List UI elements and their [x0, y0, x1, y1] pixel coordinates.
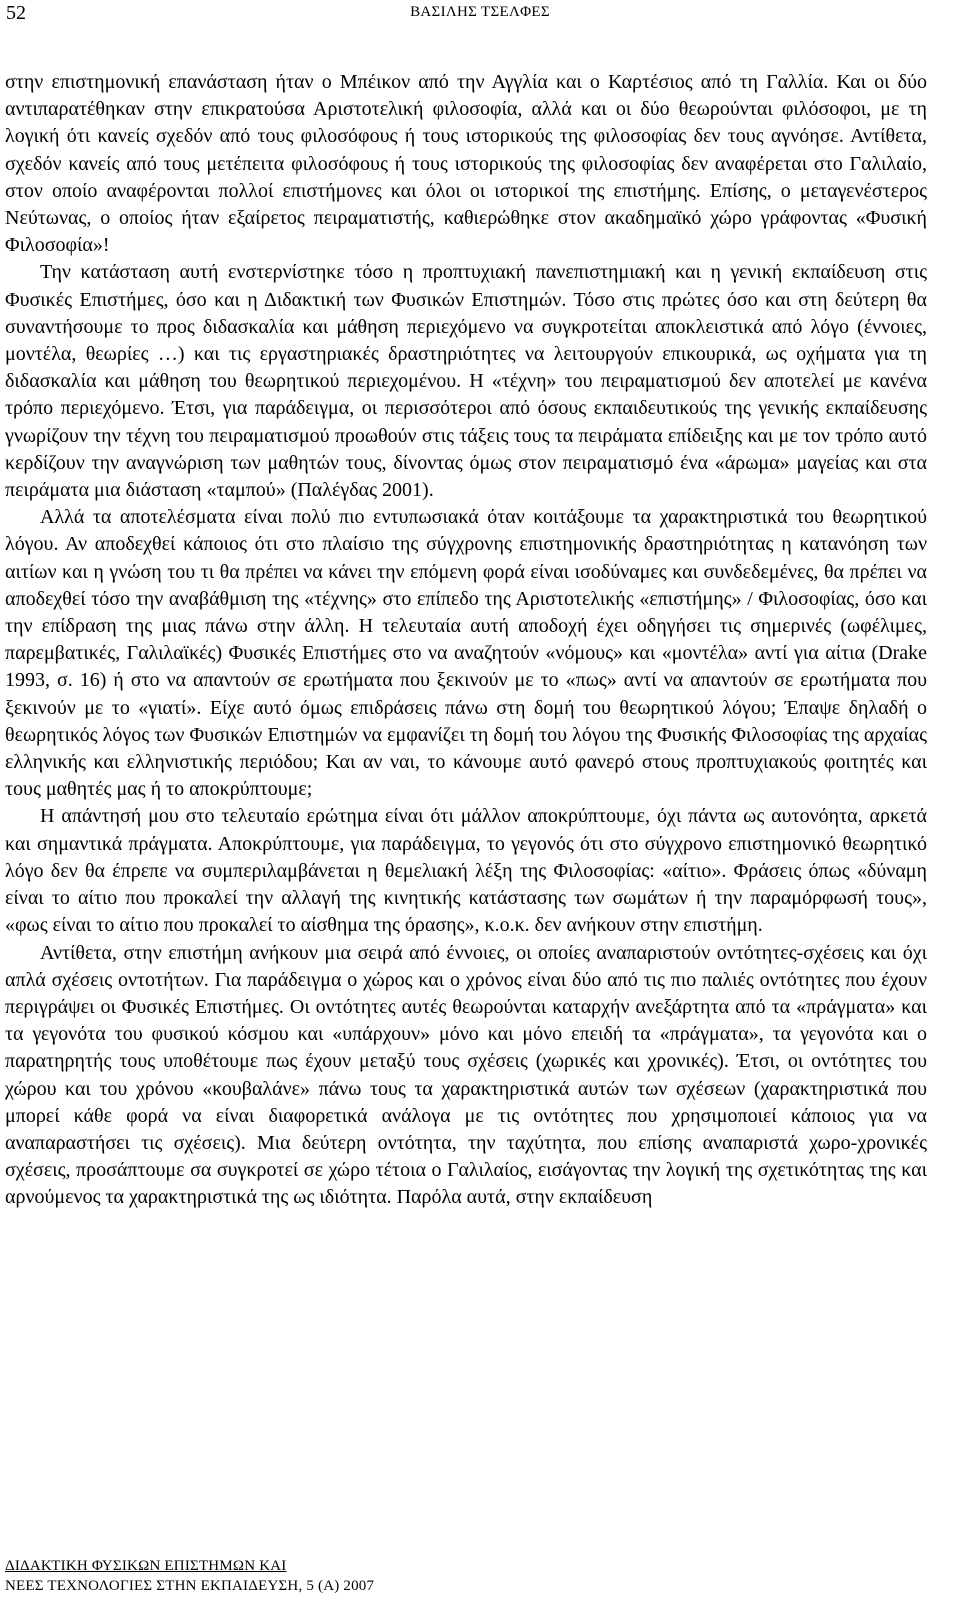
- paragraph: στην επιστημονική επανάσταση ήταν ο Μπέικον από την Αγγλία και ο Καρτέσιος από τη Γαλλία. Και οι δύο αντιπαρατέθηκαν στην επικρατούσα Αριστοτελική φιλοσοφία, αλλά και οι δύο θεωρούνται φιλόσοφοι, με τη λογική ότι κανείς σχεδόν από τους φιλοσόφους ή τους ιστορικούς της φιλοσοφίας δεν τους αγνόησε. Αντίθετα, σχεδόν κανείς από τους μετέπειτα φιλοσόφους ή τους ιστορικούς της φιλοσοφίας δεν αναφέρεται στο Γαλιλαίο, στον οποίο αναφέρονται πολλοί επιστήμονες και όλοι οι ιστορικοί της επιστήμης. Επίσης, ο μεταγενέστερος Νεύτωνας, ο οποίος ήταν εξαίρετος πειραματιστής, καθιερώθηκε στον ακαδημαϊκό χώρο γράφοντας «Φυσική Φιλοσοφία»!: [5, 71, 927, 257]
- running-head-author: ΒΑΣΙΛΗΣ ΤΣΕΛΦΕΣ: [410, 4, 550, 20]
- body-text: [5, 69, 927, 1212]
- footer-journal-title: ΔΙΔΑΚΤΙΚΗ ΦΥΣΙΚΩΝ ΕΠΙΣΤΗΜΩΝ ΚΑΙ: [5, 1558, 287, 1574]
- page-footer: [5, 1556, 605, 1596]
- page-header: [0, 0, 960, 28]
- page-number: 52: [6, 2, 26, 24]
- paragraph: Αλλά τα αποτελέσματα είναι πολύ πιο εντυπωσιακά όταν κοιτάξουμε τα χαρακτηριστικά του θεωρητικού λόγου. Αν αποδεχθεί κάποιος ότι στο πλαίσιο της σύγχρονης επιστημονικής δραστηριότητας η κατανόηση των αιτίων και η γνώση του τι θα πρέπει να κάνει την επόμενη φορά είναι ισοδύναμες και συνδεδεμένες, θα πρέπει να αποδεχθεί τόσο την αναβάθμιση της «τέχνης» στο επίπεδο της Αριστοτελικής «επιστήμης» / Φιλοσοφίας, όσο και την επίδραση της μιας πάνω στην άλλη. Η τελευταία αυτή αποδοχή έχει οδηγήσει τις σημερινές (ωφέλιμες, παρεμβατικές, Γαλιλαϊκές) Φυσικές Επιστήμες στο να αναζητούν «νόμους» και «μοντέλα» αντί για αίτια (Drake 1993, σ. 16) ή στο να απαντούν σε ερωτήματα που ξεκινούν με το «πως» αντί να απαντούν σε ερωτήματα που ξεκινούν με το «γιατί». Είχε αυτό όμως επιδράσεις πάνω στη δομή του θεωρητικού λόγου; Έπαψε δηλαδή ο θεωρητικός λόγος των Φυσικών Επιστημών να εμφανίζει τη δομή του λόγου της Φυσικής Φιλοσοφίας της αρχαίας ελληνικής και ελληνιστικής περιόδου; Και αν ναι, το κάνουμε αυτό φανερό στους προπτυχιακούς φοιτητές και τους μαθητές μας ή το αποκρύπτουμε;: [5, 506, 927, 801]
- paragraph: Αντίθετα, στην επιστήμη ανήκουν μια σειρά από έννοιες, οι οποίες αναπαριστούν οντότητες-σχέσεις και όχι απλά σχέσεις οντοτήτων. Για παράδειγμα ο χώρος και ο χρόνος είναι δύο από τις πιο παλιές οντότητες που έχουν περιγράψει οι Φυσικές Επιστήμες. Οι οντότητες αυτές θεωρούνται καταρχήν ανεξάρτητα από τα «πράγματα» και τα γεγονότα του φυσικού κόσμου και «υπάρχουν» μόνο και μόνο επειδή τα «πράγματα», τα γεγονότα και ο παρατηρητής τους υποθέτουμε πως έχουν μεταξύ τους σχέσεις (χωρικές και χρονικές). Έτσι, οι οντότητες του χώρου και του χρόνου «κουβαλάνε» πάνω τους τα χαρακτηριστικά αυτών των σχέσεων (χαρακτηριστικά που μπορεί κάθε φορά να είναι διαφορετικά ανάλογα με τις οντότητες που χρησιμοποιεί κάποιος για να αναπαραστήσει τις σχέσεις). Μια δεύτερη οντότητα, την ταχύτητα, που επίσης αναπαριστά χωρο-χρονικές σχέσεις, προσάπτουμε σα συγκροτεί σε χώρο τέτοια ο Γαλιλαίος, εισάγοντας την λογική της σχετικότητας της και αρνούμενος τα χαρακτηριστικά της ως ιδιότητα. Παρόλα αυτά, στην εκπαίδευση: [5, 941, 927, 1209]
- paragraph: Την κατάσταση αυτή ενστερνίστηκε τόσο η προπτυχιακή πανεπιστημιακή και η γενική εκπαίδευση στις Φυσικές Επιστήμες, όσο και η Διδακτική των Φυσικών Επιστημών. Τόσο στις πρώτες όσο και στη δεύτερη θα συναντήσουμε το προς διδασκαλία και μάθηση περιεχόμενο να συγκροτείται αποκλειστικά από λόγο (έννοιες, μοντέλα, θεωρίες …) και τις εργαστηριακές δραστηριότητες να λειτουργούν επικουρικά, ως οχήματα για τη διδασκαλία και μάθηση του θεωρητικού περιεχομένου. Η «τέχνη» του πειραματισμού δεν αποτελεί με κανένα τρόπο περιεχόμενο. Έτσι, για παράδειγμα, οι περισσότεροι από όσους εκπαιδευτικούς της γενικής εκπαίδευσης γνωρίζουν την τέχνη του πειραματισμού προωθούν στις τάξεις τους τα πειράματα επίδειξης και με τον τρόπο αυτό κερδίζουν την αναγνώριση των μαθητών τους, δίνοντας όμως στον πειραματισμό ένα «άρωμα» μαγείας και στα πειράματα μια διάσταση «ταμπού» (Παλέγδας 2001).: [5, 261, 927, 502]
- footer-journal-issue: ΝΕΕΣ ΤΕΧΝΟΛΟΓΙΕΣ ΣΤΗΝ ΕΚΠΑΙΔΕΥΣΗ, 5 (Α) 2007: [5, 1578, 375, 1594]
- paragraph: Η απάντησή μου στο τελευταίο ερώτημα είναι ότι μάλλον αποκρύπτουμε, όχι πάντα ως αυτονόητα, αρκετά και σημαντικά πράγματα. Αποκρύπτουμε, για παράδειγμα, το γεγονός ότι στο σύγχρονο επιστημονικό θεωρητικό λόγο δεν θα έπρεπε να συμπεριλαμβάνεται η θεμελιακή λέξη της Φιλοσοφίας: «αίτιο». Φράσεις όπως «δύναμη είναι το αίτιο που προκαλεί την αλλαγή της κινητικής κατάστασης των σωμάτων ή την παραμόρφωσή τους», «φως είναι το αίτιο που προκαλεί το αίσθημα της όρασης», κ.ο.κ. δεν ανήκουν στην επιστήμη.: [5, 805, 927, 937]
